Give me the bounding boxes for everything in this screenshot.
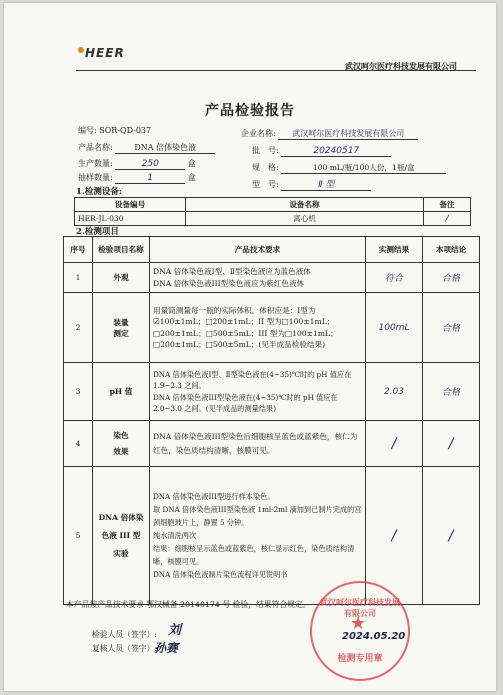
row-name: pH 值 <box>93 363 150 421</box>
row-result: 符合 <box>366 263 423 293</box>
product-value: DNA 倍体染色液 <box>115 142 215 154</box>
report-sheet <box>4 3 496 691</box>
header-company-name: 武汉呵尔医疗科技发展有限公司 <box>345 61 457 71</box>
row-no: 3 <box>64 363 93 421</box>
product-field <box>78 142 215 154</box>
stamp-star-icon: ★ <box>350 613 367 634</box>
table-row <box>64 293 480 363</box>
equipment-row <box>75 212 471 226</box>
row-conclusion: 合格 <box>423 263 480 293</box>
enterprise-label: 企业名称: <box>241 129 276 138</box>
row-requirement: DNA 倍体染色液Ⅰ型、Ⅱ型染色液在(4~35)℃时的 pH 值应在 1.9~2.3 之间。 DNA 倍体染色液III型染色液在(4~35)℃时的 pH 值应在 2.0~3.0 之间。(见半成品的测量结果) <box>150 363 366 421</box>
row-name: DNA 倍体染 色液 III 型 实验 <box>93 467 150 605</box>
production-qty-label: 生产数量: <box>78 159 113 168</box>
equipment-col-id: 设备编号 <box>75 198 186 212</box>
conclusion-statement: 本产品按产品技术要求 鄂汉械备 20140174 号 检验，结果符合规定。 <box>66 600 311 609</box>
sample-qty-value: 1 <box>115 173 185 184</box>
row-result: / <box>366 467 423 605</box>
items-col-requirement: 产品技术要求 <box>150 237 366 263</box>
row-conclusion: / <box>423 467 480 605</box>
row-name: 装量 测定 <box>93 293 150 363</box>
batch-value: 20240517 <box>281 146 391 157</box>
row-no: 1 <box>64 263 93 293</box>
row-conclusion: 合格 <box>423 293 480 363</box>
row-result: 2.03 <box>366 363 423 421</box>
enterprise-value: 武汉呵尔医疗科技发展有限公司 <box>278 128 418 140</box>
row-requirement: 用量筒测量每一瓶的实际体积。体积应是：Ⅰ型为☑100±1mL；□200±1mL；II 型为□100±1mL；□200±1mL；□500±5mL；III 型为□100±1mL；□200±1mL；□500±5mL；(见半成品检验结果) <box>150 293 366 363</box>
equipment-table <box>74 197 471 226</box>
product-label: 产品名称: <box>78 143 113 152</box>
stamp-label: 检测专用章 <box>337 654 383 664</box>
row-result: / <box>366 421 423 467</box>
items-col-result: 实测结果 <box>366 237 423 263</box>
number-label: 编号: <box>78 126 97 135</box>
items-col-name: 检验项目名称 <box>93 237 150 263</box>
table-row <box>64 263 480 293</box>
number-value: SOR-QD-037 <box>99 126 152 135</box>
equipment-id: HER-JL-030 <box>75 212 186 226</box>
production-qty-value: 250 <box>115 159 185 170</box>
production-qty-field <box>78 158 196 170</box>
table-row <box>64 363 480 421</box>
logo-dot-icon <box>78 47 84 53</box>
items-col-no: 序号 <box>64 237 93 263</box>
row-requirement: DNA 倍体染色液Ⅰ型、Ⅱ型染色液应为蓝色液体 DNA 倍体染色液III型染色液应为紫红色液体 <box>150 263 366 293</box>
spec-label: 规 格: <box>252 163 279 172</box>
enterprise-field <box>241 128 418 140</box>
batch-field <box>252 145 391 157</box>
production-qty-unit: 盒 <box>187 159 196 168</box>
equipment-col-name: 设备名称 <box>186 198 424 212</box>
row-no: 5 <box>64 467 93 605</box>
row-name: 染色 效果 <box>93 421 150 467</box>
row-name: 外观 <box>93 263 150 293</box>
reviewer-signature: 孙赛 <box>154 641 179 655</box>
spec-field <box>252 162 446 174</box>
inspector-signature: 刘 <box>168 623 182 638</box>
sample-qty-label: 抽样数量: <box>78 173 113 182</box>
items-heading: 2.检测项目 <box>76 227 119 237</box>
row-result: 100mL <box>366 293 423 363</box>
items-col-conclusion: 本项结论 <box>423 237 480 263</box>
row-no: 4 <box>64 421 93 467</box>
model-field <box>252 177 371 191</box>
sample-qty-unit: 盒 <box>187 173 196 182</box>
inspector-label: 检验人员（签字）: <box>92 630 158 639</box>
batch-label: 批 号: <box>252 146 279 155</box>
equipment-heading: 1.检测设备: <box>76 187 123 197</box>
header-rule <box>76 70 476 71</box>
row-conclusion: / <box>423 421 480 467</box>
row-no: 2 <box>64 293 93 363</box>
table-row <box>64 467 480 605</box>
logo-text: HEER <box>85 46 125 60</box>
model-label: 型 号: <box>252 180 279 189</box>
table-row <box>64 421 480 467</box>
spec-value: 100 mL/瓶/100人份，1瓶/盒 <box>281 162 446 174</box>
model-value: Ⅱ 型 <box>281 177 371 191</box>
number-field <box>78 125 151 136</box>
equipment-name: 离心机 <box>186 212 424 226</box>
stamp-company: 武汉呵尔医疗科技发展有限公司 <box>320 597 400 618</box>
report-date: 2024.05.20 <box>342 631 406 642</box>
reviewer-label: 复核人员（签字）: <box>92 644 158 653</box>
report-title: 产品检验报告 <box>205 103 295 119</box>
row-requirement: DNA 倍体染色液III型染色后细胞核呈蓝色或蓝紫色，核仁为红色，染色质结构清晰，核膜可见。 <box>150 421 366 467</box>
equipment-note: / <box>424 212 471 226</box>
sample-qty-field <box>78 172 196 184</box>
equipment-col-note: 备注 <box>424 198 471 212</box>
company-logo <box>78 46 125 60</box>
row-requirement: DNA 倍体染色液III型进行样本染色。 取 DNA 倍体染色液III型染色液 1ml-2ml 滴加到已制片完成的宫颈细胞玻片上，静置 5 分钟。 纯水清洗两次 结果：细胞核呈示蓝色或蓝紫色，核仁显示红色，染色质结构清晰，核膜可见。 DNA 倍体染色液制片染色流程详见说明书 <box>150 467 366 605</box>
row-conclusion: 合格 <box>423 363 480 421</box>
inspection-table <box>63 236 480 605</box>
